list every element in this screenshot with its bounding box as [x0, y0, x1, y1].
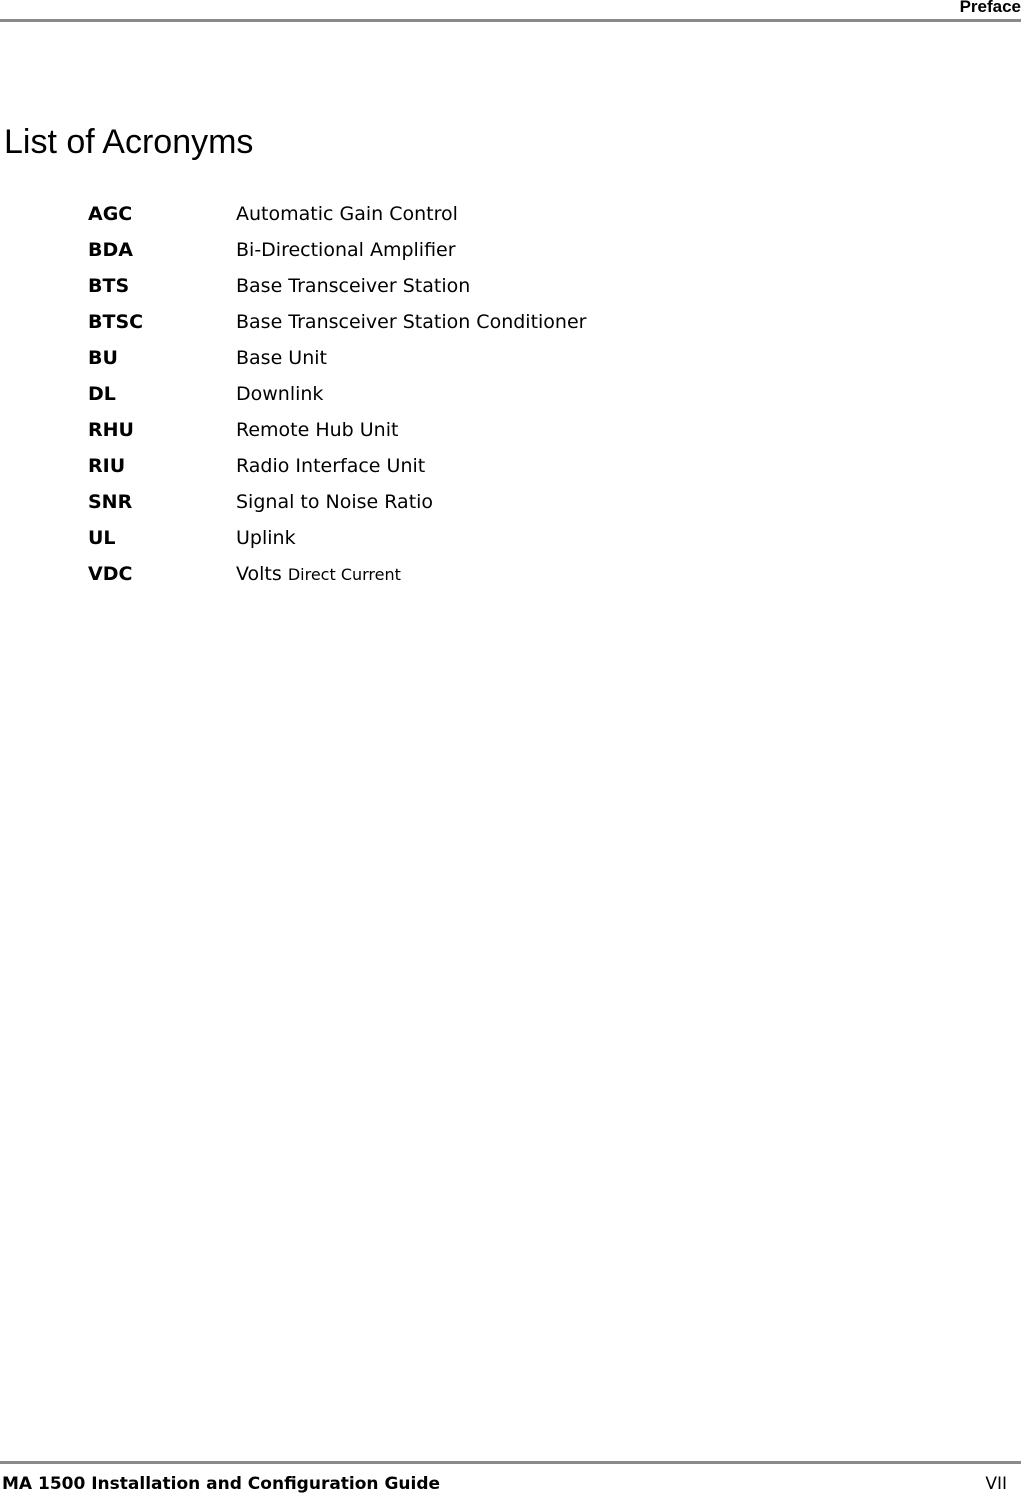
acronym-definition: Base Transceiver Station [236, 275, 471, 297]
footer-document-title: MA 1500 Installation and Configuration Guide [2, 1474, 441, 1494]
acronym-term: AGC [88, 203, 133, 225]
acronym-definition: Remote Hub Unit [236, 419, 399, 441]
footer-page-number: VII [985, 1474, 1007, 1494]
acronym-term: UL [88, 527, 116, 549]
acronym-row [88, 484, 586, 520]
acronym-row [88, 232, 586, 268]
acronym-definition: Base Unit [236, 347, 327, 369]
acronym-term: BTSC [88, 311, 144, 333]
acronym-term: VDC [88, 563, 133, 585]
acronym-definition: Downlink [236, 383, 324, 405]
acronym-definition: Signal to Noise Ratio [236, 491, 434, 513]
acronym-definition: Automatic Gain Control [236, 203, 458, 225]
acronym-list [88, 196, 586, 592]
footer-rule [0, 1461, 1021, 1464]
acronym-row [88, 448, 586, 484]
header-rule [0, 19, 1021, 22]
acronym-term: BDA [88, 239, 133, 261]
acronym-row [88, 304, 586, 340]
page-title: List of Acronyms [4, 123, 254, 161]
acronym-term: BU [88, 347, 118, 369]
acronym-row [88, 520, 586, 556]
acronym-definition: Radio Interface Unit [236, 455, 426, 477]
acronym-definition [236, 563, 401, 585]
acronym-term: DL [88, 383, 116, 405]
acronym-row [88, 412, 586, 448]
acronym-definition: Base Transceiver Station Conditioner [236, 311, 587, 333]
acronym-term: BTS [88, 275, 130, 297]
acronym-term: RIU [88, 455, 126, 477]
acronym-definition-main: Volts [236, 563, 282, 585]
acronym-term: RHU [88, 419, 134, 441]
section-label: Preface [959, 0, 1021, 16]
acronym-row [88, 340, 586, 376]
acronym-row [88, 556, 586, 592]
acronym-definition: Bi-Directional Amplifier [236, 239, 456, 261]
acronym-row [88, 376, 586, 412]
acronym-term: SNR [88, 491, 133, 513]
acronym-definition-suffix: Direct Current [287, 565, 401, 584]
acronym-row [88, 268, 586, 304]
running-header [0, 0, 1021, 22]
acronym-row [88, 196, 586, 232]
acronym-definition: Uplink [236, 527, 296, 549]
